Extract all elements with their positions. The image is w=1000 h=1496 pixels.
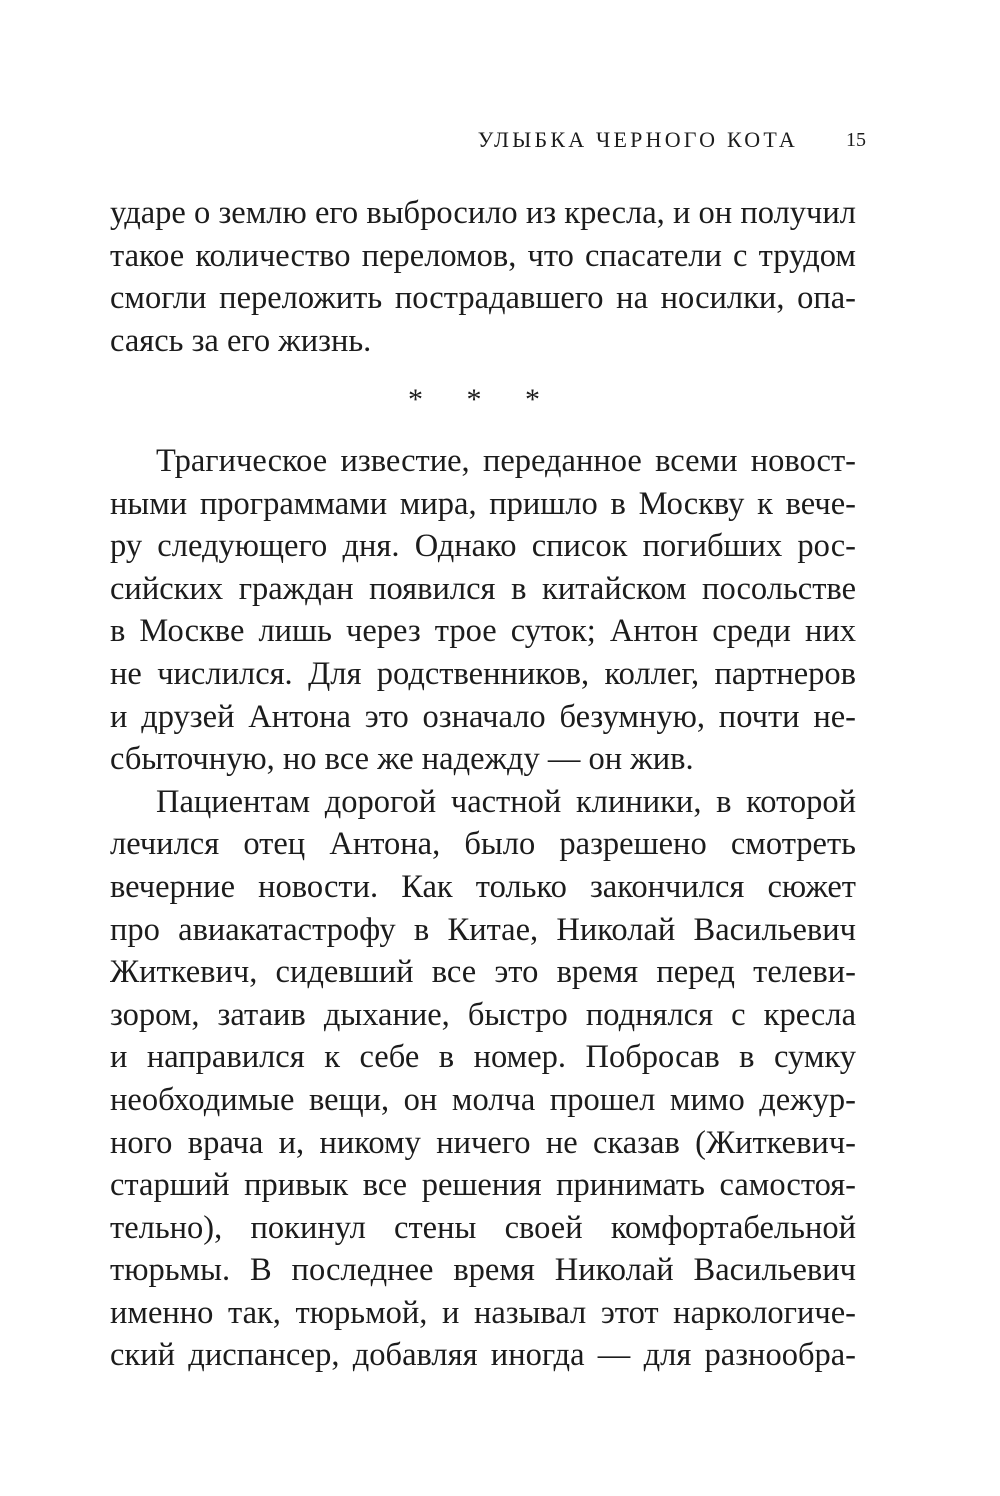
- text-line: про авиакатастрофу в Китае, Николай Васильевич: [110, 911, 856, 948]
- text-line: и направился к себе в номер. Побросав в сумку: [110, 1039, 856, 1076]
- text-line: смогли переложить пострадавшего на носилки, опа-: [110, 280, 856, 317]
- body-text: [110, 440, 856, 1377]
- text-line: ский диспансер, добавляя иногда — для разнообра-: [110, 1337, 856, 1374]
- text-line: ными программами мира, пришло в Москву к вече-: [110, 485, 856, 522]
- paragraph-continued: [110, 192, 856, 362]
- text-line: вечерние новости. Как только закончился сюжет: [110, 868, 856, 905]
- text-line: сийских граждан появился в китайском посольстве: [110, 570, 856, 607]
- text-line: лечился отец Антона, было разрешено смотреть: [110, 826, 856, 863]
- text-line: саясь за его жизнь.: [110, 322, 372, 359]
- text-line: ударе о землю его выбросило из кресла, и он получил: [110, 195, 856, 231]
- text-line: Пациентам дорогой частной клиники, в которой: [156, 783, 856, 820]
- text-line: Житкевич, сидевший все это время перед телеви-: [110, 954, 856, 991]
- page-number: 15: [846, 129, 866, 151]
- text-line: в Москве лишь через трое суток; Антон среди них: [110, 613, 856, 650]
- text-line: тельно), покинул стены своей комфортабельной: [110, 1209, 856, 1246]
- paragraph: [110, 440, 856, 781]
- text-line: ру следующего дня. Однако список погибших рос-: [110, 528, 856, 565]
- paragraph: [110, 781, 856, 1377]
- section-separator: * * *: [408, 383, 558, 416]
- text-line: такое количество переломов, что спасатели с трудом: [110, 237, 856, 274]
- text-line: необходимые вещи, он молча прошел мимо дежур-: [110, 1081, 856, 1118]
- text-line: именно так, тюрьмой, и называл этот наркологиче-: [110, 1294, 856, 1331]
- running-head: [110, 122, 866, 158]
- text-line: старший привык все решения принимать самостоя-: [110, 1167, 856, 1204]
- text-line: ного врача и, никому ничего не сказав (Житкевич-: [110, 1124, 856, 1161]
- text-line: и друзей Антона это означало безумную, почти не-: [110, 698, 856, 735]
- text-line: зором, затаив дыхание, быстро поднялся с кресла: [110, 996, 856, 1033]
- running-title: УЛЫБКА ЧЕРНОГО КОТА: [477, 127, 798, 152]
- text-line: сбыточную, но все же надежду — он жив.: [110, 741, 694, 778]
- text-line: тюрьмы. В последнее время Николай Васильевич: [110, 1252, 856, 1289]
- text-line: Трагическое известие, переданное всеми новост-: [156, 443, 856, 479]
- text-line: не числился. Для родственников, коллег, партнеров: [110, 655, 856, 692]
